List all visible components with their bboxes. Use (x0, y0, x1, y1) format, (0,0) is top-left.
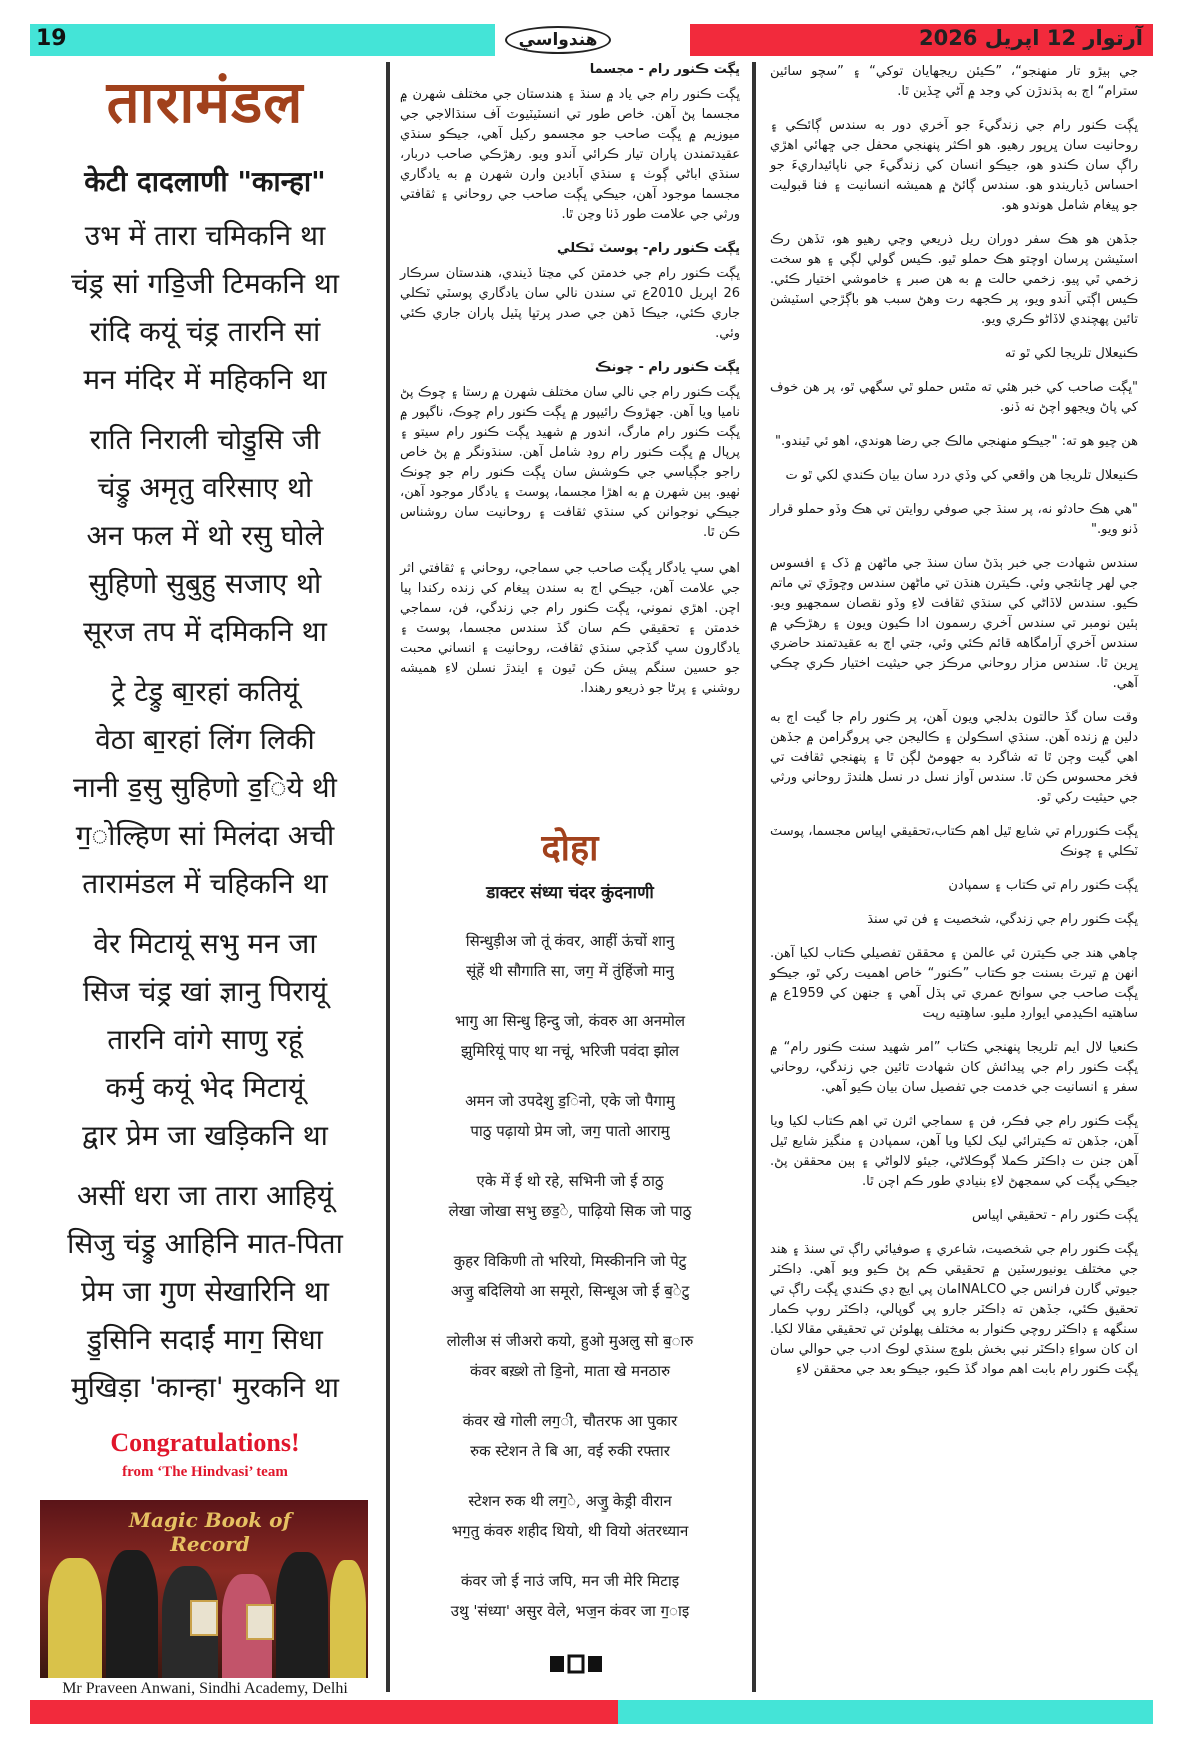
person-figure (330, 1560, 366, 1678)
doha-line: अमन जो उपदेशु ड॒िनो, एके जो पैगामु (465, 1092, 675, 1110)
article-paragraph: جي ٻيڙو تار منهنجو“، ”ڪيئن ريجهايان توکي“ ۽ ”سچو سائين سترام“ اڄ به ٻڌندڙن کي وجد ۾ آڻي ڇڏين ٿا. (770, 64, 1138, 99)
article-paragraph: جڏهن هو هڪ سفر دوران ريل ذريعي وڃي رهيو هو، تڏهن رڪ اسٽيشن پرسان اوچتو هڪ حملو ٿيو. ڪيس گولي لڳي ۽ هو سخت زخمي ٿي پيو. زخمي حالت ۾ به هن صبر ۽ خاموشي اختيار ڪئي. ڪيس اڳتي آندو ويو، پر ڪجهه رت وهڻ سبب هو باڳڙجي اسٽيشن تائين پهچندي لاڏاڻو ڪري ويو. (770, 232, 1138, 327)
poem-line: अन फल में थो रसु घोले (86, 519, 324, 552)
poem-line: असीं धरा जा तारा आहियूं (76, 1179, 334, 1212)
section-heading: ڀڳت ڪنور رام - مجسما (589, 62, 740, 77)
poem-line: सिज चंड्र खां ज्ञानु पिरायूं (82, 975, 328, 1008)
photo-caption-line1: Mr Praveen Anwani, Sindhi Academy, Delhi (62, 1680, 348, 1697)
doha-couplet (400, 1566, 740, 1626)
footer-cyan-band (618, 1700, 1153, 1724)
poem-line: सिजु चंड्रु आहिनि मात-पिता (67, 1227, 343, 1260)
poem-line: वेर मिटायूं सभु मन जा (93, 927, 317, 960)
article-paragraph: ڀڳت ڪنور رام جي ياد ۾ سنڌ ۽ هندستان جي مختلف شهرن ۾ مجسما پڻ آهن. خاص طور تي انسٽيٽيوٽ آف سنڌالاجي جي ميوزيم ۾ ڀڳت صاحب جو مجسمو رکيل آهي، جيڪو سنڌي عقيدتمندن پاران تيار ڪرائي آندو ويو. رهڙڪي صاحب دربار، سنڌي اباڻي ڳوٺ ۽ سنڌي آبادين وارن شهرن ۾ به يادگاري مجسما موجود آهن، جيڪي ڀڳت صاحب جي روحاني ۽ ثقافتي ورثي جي علامت طور ڏٺا وڃن ٿا. (400, 87, 740, 222)
poem-line: उभ में तारा चमिकनि था (84, 219, 326, 252)
doha-line: उथु 'संध्या' असुर वेले, भज॒न कंवर जा ग॒ाइ (450, 1602, 690, 1620)
page-number: 19 (36, 26, 67, 51)
doha-body (400, 926, 740, 1646)
person-figure (276, 1552, 328, 1678)
poem-stanza (40, 416, 370, 656)
doha-couplet (400, 1486, 740, 1546)
doha-line: सिन्धुड़ीअ जो तूं कंवर, आहीं ऊंचों शानु (465, 932, 675, 950)
footer-red-band (30, 1700, 618, 1724)
poem-line: मुखिड़ा 'कान्हा' मुरकनि था (70, 1371, 340, 1404)
poem-line: नानी ड॒सु सुहिणो ड॒िये थी (73, 771, 337, 804)
doha-couplet (400, 1006, 740, 1066)
doha-couplet (400, 926, 740, 986)
right-article (770, 62, 1138, 1394)
poem-line: प्रेम जा गुण सेखारिनि था (80, 1275, 330, 1308)
poem-line: सुहिणो सुबुहु सजाए थो (88, 567, 322, 600)
article-paragraph: ڪنعيا لال ايم تلريجا پنهنجي ڪتاب ”امر شهيد سنت ڪنور رام“ ۾ ڀڳت ڪنور رام جي پيدائش کان شهادت تائين جي زندگي، روحاني سفر ۽ انسانيت جي خدمت جي تفصيل سان بيان ڪيو آهي. (770, 1040, 1138, 1095)
doha-line: कंवर खे गोली लग॒ी, चौतरफ आ पुकार (462, 1412, 678, 1430)
doha-author: डाक्टर संध्या चंदर कुंदनाणी (486, 883, 654, 903)
doha-line: भग॒तु कंवरु शहीद थियो, थी वियो अंतरध्यान (451, 1522, 689, 1540)
person-figure (106, 1550, 158, 1678)
certificate (190, 1600, 218, 1636)
poem-line: ग॒ोल्हिण सां मिलंदा अची (75, 819, 335, 852)
poem-author: केटी दादलाणी "कान्हा" (84, 165, 326, 198)
doha-line: भागु आ सिन्धु हिन्दु जो, कंवरु आ अनमोल (454, 1012, 686, 1030)
article-paragraph: ڀڳت ڪنور رام تي ڪتاب ۽ سمپادن (948, 878, 1138, 893)
person-figure (48, 1558, 102, 1678)
article-paragraph: سندس شهادت جي خبر ٻڌڻ سان سنڌ جي ماڻهن ۾ ڏک ۽ افسوس جي لهر ڇانئجي وئي. ڪيترن هنڌن تي ماڻهن سندس وڇوڙي تي ماتم ڪيو. سندس لاڏاڻي کي سنڌي ثقافت لاءِ وڏو نقصان سمجهيو ويو. ٻئين نومبر تي سندس آخري رسمون ادا ڪيون ويون ۽ رهڙڪي ۾ سندس آخري آرامگاهه قائم ڪئي وئي، جتي اڄ به عقيدتمند حاضري ڀرين ٿا. سندس مزار روحاني مرڪز جي حيثيت اختيار ڪري چڪي آهي. (770, 556, 1138, 691)
doha-line: एके में ई थो रहे, सभिनी जो ई ठाठु (476, 1172, 664, 1190)
header-cyan-band (30, 24, 495, 56)
article-paragraph: ڀڳت ڪنور رام جي نالي سان مختلف شهرن ۾ رستا ۽ چوڪ پڻ ناميا ويا آهن. جهڙوڪ رائيپور ۾ ڀڳت ڪنور رام چوڪ، ناگپور ۾ ڀڳت ڪنور رام مارگ، اندور ۾ شهيد ڀڳت ڪنور رام سيتو ۽ پرپال ۾ ڀڳت ڪنور رام روڊ شامل آهن. سنڌونگر ۾ پڻ خاص راجو جڳياسي جي ڪوشش سان ڀڳت ڪنور رام جو چونڪ ٺهيو. ٻين شهرن ۾ به اهڙا مجسما، پوسٽ ۽ يادگار موجود آهن، جيڪي نوجوانن کي سنڌي ثقافت ۽ روحانيت سان روشناس ڪن ٿا. (400, 385, 740, 540)
doha-line: रुक स्टेशन ते बि आ, वई रुकी रफ्तार (470, 1442, 670, 1460)
article-paragraph: ڀڳت ڪنور رام - تحقيقي اپياس (972, 1208, 1138, 1223)
poem-body (40, 212, 370, 1424)
article-paragraph: ڀڳت ڪنور رام جي زندگي، شخصيت ۽ فن تي سنڌ (867, 912, 1138, 927)
article-paragraph: "ڀڳت صاحب کي خبر هئي ته مٿس حملو ٿي سگهي ٿو، پر هن خوف کي پاڻ ويجهو اچڻ نه ڏنو. (770, 380, 1138, 415)
column-divider-left-double (388, 62, 390, 1692)
poem-line: चंड्रु अमृतु वरिसाए थो (97, 471, 313, 504)
poem-line: डु॒सिनि सदाईं माग॒ सिधा (87, 1323, 323, 1356)
doha-line: झुमिरियूं पाए था नचूं, भरिजी पवंदा झोल (461, 1042, 679, 1060)
poem-line: तारनि वांगे साणु रहूं (107, 1023, 303, 1056)
page-footer (30, 1700, 1153, 1724)
poem-stanza (40, 668, 370, 908)
poem-line: वेठा बा॒रहां लिंग लिकी (95, 723, 315, 756)
congratulations-team: from ‘The Hindvasi’ team (122, 1464, 288, 1480)
article-paragraph: ڀڳت ڪنور رام جي فڪر، فن ۽ سماجي اثرن تي اهم ڪتاب لکيا ويا آهن، جڏهن ته ڪيترائي ليک لکيا ويا آهن، سمپادن ۽ منگيز شايع ٿيل آهن جنن ت ڊاڪٽر ڪملا ڳوڪلاڻي، جيئو لالواڻي ۽ ٻين محققن پڻ. جيڪي ڀڳت کي سمجهڻ لاءِ بنيادي طور ڪم اچن ٿا. (770, 1114, 1138, 1189)
poem-stanza (40, 1172, 370, 1412)
article-paragraph: چاهي هند جي ڪيترن ئي عالمن ۽ محققن تفصيلي ڪتاب لکيا آهن. انهن ۾ تيرٿ بسنت جو ڪتاب ”ڪنور“ خاص اهميت رکي ٿو، جيڪو ڀڳت صاحب جي سوانح عمري تي ٻڌل آهي ۽ جنهن کي 1959ع ۾ ساهتيه اڪيڊمي ايوارڊ مليو. ساهِتيه رپت (770, 946, 1138, 1021)
middle-article (400, 62, 740, 715)
poem-line: चंड्र सां गडि॒जी टिमकनि था (70, 267, 340, 300)
doha-line: सूंहें थी सौगाति सा, जग॒ में तुंहिंजो मानु (466, 962, 674, 980)
poem-line: तारामंडल में चहिकनि था (82, 867, 328, 900)
issue-date: آرتوار 12 اپريل 2026 (918, 26, 1143, 50)
doha-line: कंवर बख़्शे तो डि॒नो, माता खे मनठारु (469, 1362, 671, 1380)
poem-stanza (40, 212, 370, 404)
article-paragraph: "هي هڪ حادثو نه، پر سنڌ جي صوفي روايتن تي هڪ وڏو حملو قرار ڏنو ويو." (770, 502, 1138, 537)
doha-line: पाठु पढ़ायो प्रेम जो, जग॒ पातो आरामु (470, 1122, 670, 1140)
article-paragraph: ڀڳت ڪنور رام جي زندگيءَ جو آخري دور به سندس ڳائڪي ۽ روحانيت سان ڀرپور رهيو. هو اڪثر پنهنجي محفل جي ڇهائي اهڙي راڳ سان ڪندو هو، جيڪو انسان کي زندگيءَ جي ناپائيداريءَ جو احساس ڏياريندو هو. سندس ڳائڻ ۾ هميشه انسانيت ۽ فنا قبوليت جو پيغام شامل هوندو هو. (770, 118, 1138, 213)
poem-line: सूरज तप में दमिकनि था (83, 615, 327, 648)
newspaper-logo: هندواسي (505, 26, 611, 54)
poem-stanza (40, 920, 370, 1160)
doha-line: अजु॒ बदिलियो आ समूरो, सिन्धूअ जो ई ब॒ेटु (450, 1282, 690, 1300)
certificate (246, 1604, 274, 1640)
article-paragraph: اهي سڀ يادگار ڀڳت صاحب جي سماجي، روحاني ۽ ثقافتي اثر جي علامت آهن، جيڪي اڄ به سندن پيغام کي زنده رکندا پيا اچن. اهڙي نموني، ڀڳت ڪنور رام جي زندگي، فن، سماجي خدمتن ۽ تحقيقي ڪم سان گڏ سندس مجسما، پوسٽ ۽ يادگارون سڀ گڏجي سنڌي ثقافت، روحانيت ۽ انساني محبت جو حسين سنگم پيش ڪن ٿيون ۽ ايندڙ نسلن لاءِ هميشه روشني ۽ پرڻا جو ذريعو رهندا. (400, 561, 740, 696)
article-paragraph: وقت سان گڏ حالتون بدلجي ويون آهن، پر ڪنور رام جا گيت اڄ به دلين ۾ زنده آهن. سنڌي اسڪولن ۽ ڪاليجن جي پروگرامن ۾ جڏهن اهي گيت وڄن ٿا ته شاگرد به جهومڻ لڳن ٿا ۽ پنهنجي ثقافت تي فخر محسوس ڪن ٿا. سندس آواز نسل در نسل هلندڙ روحاني ورثي جي حيثيت رکي ٿو. (770, 710, 1138, 805)
photo-banner-text: Magic Book of Record (128, 1508, 292, 1556)
doha-line: लेखा जोखा सभु छड॒े, पाढ़ियो सिक जो पाठु (448, 1202, 692, 1220)
award-ceremony-photo (40, 1500, 368, 1678)
poem-line: मन मंदिर में महिकनि था (83, 363, 327, 396)
poem-title: तारामंडल (106, 68, 304, 136)
doha-couplet (400, 1246, 740, 1306)
section-heading: ڀڳت ڪنور رام - چونڪ (595, 360, 740, 375)
doha-couplet (400, 1086, 740, 1146)
column-divider-right-double (754, 62, 756, 1692)
article-paragraph: ڀڳت ڪنوررام تي شايع ٿيل اهم ڪتاب،تحقيقي اپياس مجسما، پوسٽ ٽڪلي ۽ چونڪ (770, 824, 1138, 859)
poem-line: राति निराली चोडु॒सि जी (89, 423, 321, 456)
doha-title: दोहा (541, 827, 599, 869)
poem-line: रांदि कयूं चंड्र तारनि सां (89, 315, 321, 348)
article-paragraph: ڪنيعلال تلريجا لکي ٿو ته (1004, 346, 1138, 361)
doha-line: लोलीअ सं जीअरो कयो, हुओ मुअलु सो ब॒ारु (446, 1332, 694, 1350)
article-paragraph: ڀڳت ڪنور رام جي خدمتن کي مڃتا ڏيندي، هندستان سرڪار 26 اپريل 2010ع تي سندن نالي سان يادگاري پوسٽي ٽڪلي جاري ڪئي، جيڪا ڏهن جي صدر پرتڀا پٽيل پاران جاري ڪئي وئي. (400, 266, 740, 341)
poem-line: कर्मु कयूं भेद मिटायूं (105, 1071, 305, 1104)
header-red-band (690, 24, 1153, 56)
poem-line: द्वार प्रेम जा खड़िकनि था (82, 1119, 328, 1152)
article-paragraph: ڪنيعلال تلريجا هن واقعي کي وڏي درد سان بيان ڪندي لکي ٿو ت (785, 468, 1138, 483)
poem-line: ट्रे टेड्रु बा॒रहां कतियूं (111, 675, 299, 708)
congratulations-heading: Congratulations! (110, 1428, 300, 1457)
doha-couplet (400, 1326, 740, 1386)
article-paragraph: ڀڳت ڪنور رام جي شخصيت، شاعري ۽ صوفيائي راڳ تي سنڌ ۽ هند جي مختلف يونيورسٽين ۾ تحقيقي ڪم پڻ ڪيو ويو آهي. ڊاڪٽر جيوتي گارن فرانس جي INALCOمان پي ايچ ڊي ڪندي ڀڳت راڳ تي تحقيق ڪئي، جڏهن ته ڊاڪٽر جارو پي گوپالي، ڊاڪٽر روپ ڪمار سنگهه ۽ ڊاڪٽر روچي ڪنوار به مختلف پهلوئن تي تحقيقي مقالا لکيا. ان کان سواءِ ڊاڪٽر نبي بخش بلوچ سنڌي لوڪ ادب جي حوالي سان ڀڳت ڪنور رام بابت اهم مواد گڏ ڪيو، جيڪو بعد جي محققن لاءِ (770, 1242, 1138, 1377)
doha-line: स्टेशन रुक थी लग॒े, अजु॒ केड्री वीरान (468, 1492, 672, 1510)
article-paragraph: هن چيو هو ته: "جيڪو منهنجي مالڪ جي رضا هوندي، اهو ئي ٿيندو." (775, 434, 1138, 449)
section-heading: ڀڳت ڪنور رام- پوسٽ ٽڪلي (557, 241, 740, 256)
doha-line: कुहर विकिणी तो भरियो, मिस्कीननि जो पेटु (453, 1252, 687, 1270)
doha-couplet (400, 1166, 740, 1226)
doha-line: कंवर जो ई नाउं जपि, मन जी मेरि मिटाइ (460, 1572, 680, 1590)
doha-couplet (400, 1406, 740, 1466)
end-ornament-icon (548, 1652, 604, 1676)
